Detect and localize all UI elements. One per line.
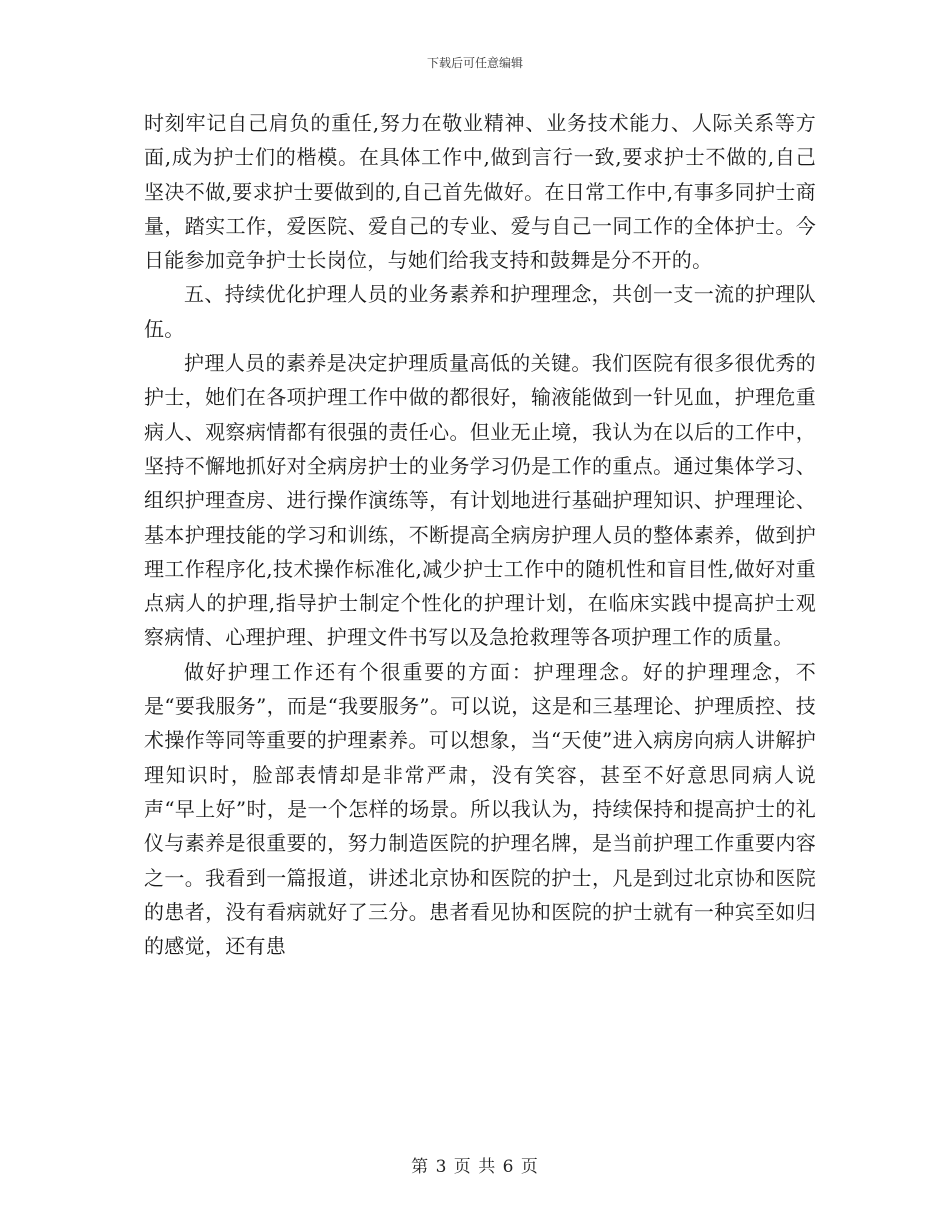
- page-number-footer: 第 3 页 共 6 页: [411, 1157, 539, 1177]
- page-header: 下载后可任意编辑: [426, 56, 523, 70]
- paragraph-1: 时刻牢记自己肩负的重任,努力在敬业精神、业务技术能力、人际关系等方面,成为护士们的楷模。在具体工作中,做到言行一致,要求护士不做的,自己坚决不做,要求护士要做到的,自己首先做好。在日常工作中,有事多同护士商量，踏实工作，爱医院、爱自己的专业、爱与自己一同工作的全体护士。今日能参加竞争护士长岗位，与她们给我支持和鼓舞是分不开的。: [144, 111, 816, 273]
- document-body: [144, 106, 816, 963]
- paragraph-2-section-heading: 五、持续优化护理人员的业务素养和护理理念，共创一支一流的护理队伍。: [144, 282, 816, 341]
- paragraph-3: 护理人员的素养是决定护理质量高低的关键。我们医院有很多很优秀的护士，她们在各项护理工作中做的都很好，输液能做到一针见血，护理危重病人、观察病情都有很强的责任心。但业无止境，我认为在以后的工作中，坚持不懈地抓好对全病房护士的业务学习仍是工作的重点。通过集体学习、组织护理查房、进行操作演练等，有计划地进行基础护理知识、护理理论、基本护理技能的学习和训练，不断提高全病房护理人员的整体素养，做到护理工作程序化,技术操作标准化,减少护士工作中的随机性和盲目性,做好对重点病人的护理,指导护士制定个性化的护理计划，在临床实践中提高护士观察病情、心理护理、护理文件书写以及急抢救理等各项护理工作的质量。: [144, 351, 816, 650]
- paragraph-4: 做好护理工作还有个很重要的方面：护理理念。好的护理理念，不是“要我服务”，而是“我要服务”。可以说，这是和三基理论、护理质控、技术操作等同等重要的护理素养。可以想象，当“天使”进入病房向病人讲解护理知识时，脸部表情却是非常严肃，没有笑容，甚至不好意思同病人说声“早上好”时，是一个怎样的场景。所以我认为，持续保持和提高护士的礼仪与素养是很重要的，努力制造医院的护理名牌，是当前护理工作重要内容之一。我看到一篇报道，讲述北京协和医院的护士，凡是到过北京协和医院的患者，没有看病就好了三分。患者看见协和医院的护士就有一种宾至如归的感觉，还有患: [144, 659, 816, 959]
